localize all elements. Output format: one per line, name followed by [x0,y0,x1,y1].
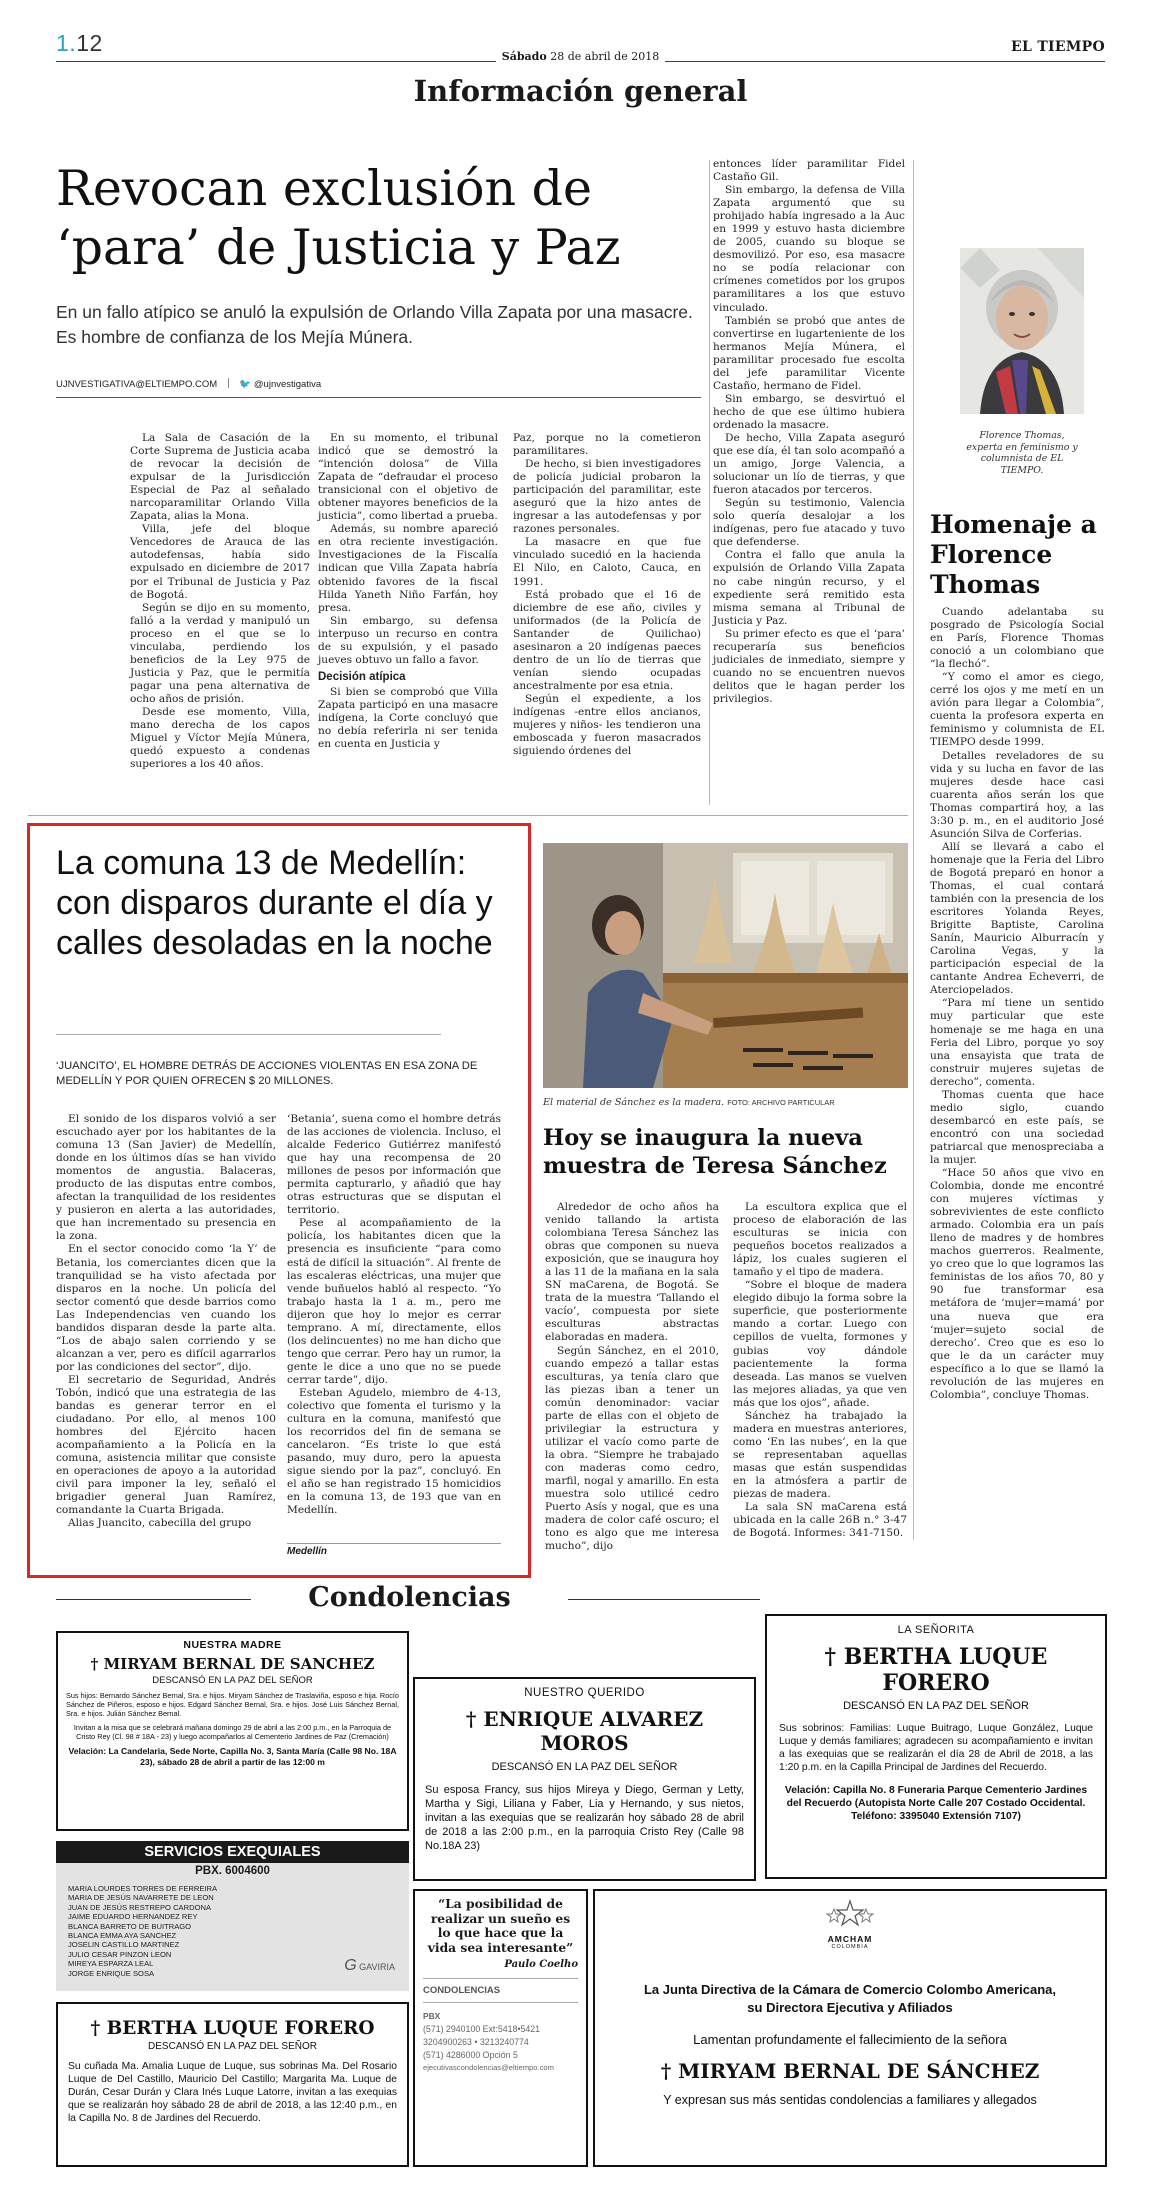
notice-body2: Invitan a la misa que se celebrará mañana domingo 29 de abril a las 2:00 p.m., en la Parroquia de Cristo Rey (Cl. 98 # 18A - 23) y luego acompañarlos al Cementerio Jardines de Paz (Cremación) [73,1723,392,1741]
notice-enrique-alvarez [413,1677,756,1881]
paragraph: Su primer efecto es que el ‘para’ recuperaría sus beneficios judiciales de inmediato, siempre y cuando no se encuentren nuevos delitos que le hagan perder los privilegios. [713,627,905,705]
notice-amcham [593,1889,1107,2167]
quote-author: Paulo Coelho [504,1959,578,1970]
byline [56,378,321,390]
paragraph: El sonido de los disparos volvió a ser escuchado ayer por los habitantes de la comuna 13 (San Javier) de Medellín, donde en los últimos días se han vivido momentos de angustia. Balaceras, producto de las disputas entre combos, afectan la tranquilidad de los residentes y pusieron en alerta a las autoridades, que han incrementado su presencia en la zona. [56,1113,276,1243]
notice-name: † MIRYAM BERNAL DE SANCHEZ [90,1655,375,1673]
list-item: BLANCA EMMA AYA SANCHEZ [68,1931,177,1941]
notice-bertha-luque-2 [56,2002,409,2167]
phone-line: (571) 2940100 Ext:5418•5421 [423,2024,541,2034]
florence-photo [960,248,1084,414]
sanchez-col2 [733,1201,907,1540]
amcham-logo [609,1899,1091,1959]
list-item: JUAN DE JESÚS RESTREPO CARDONA [68,1902,212,1912]
caption-text: El material de Sánchez es la madera. [543,1097,725,1108]
cond-rule-right [568,1599,760,1600]
brand-logo: EL TIEMPO [1011,39,1105,55]
florence-photo-caption: Florence Thomas, experta en feminismo y columnista de EL TIEMPO. [966,430,1078,476]
sculptor-illustration [543,843,908,1088]
paragraph: “Sobre el bloque de madera elegido dibujo la forma sobre la superficie, que posteriormente mando a cortar. Luego con cepillos de vuelta, formones y gubias voy dándole pacientemente la forma deseada. Las manos se vuelven las mejores aliadas, ya que ven más que los ojos”, añade. [733,1279,907,1409]
main-col2 [318,432,498,751]
notice-velacion: Velación: La Candelaria, Sede Norte, Capilla No. 3, Santa María (Calle 98 No. 18A 23), sábado 28 de abril a partir de las 12:00 m [68,1746,397,1767]
list-item: JULIO CESAR PINZON LEON [68,1949,172,1959]
paragraph: De hecho, si bien investigadores de policía judicial probaron la participación del paramilitar, este aseguró que la hizo antes de ingresar a las autodefensas y por razones personales. [513,458,701,536]
gaviria-logo [344,1957,395,1975]
paragraph: Alias Juancito, cabecilla del grupo [68,1517,252,1530]
comuna-col1 [56,1113,276,1531]
amcham-line4: Y expresan sus más sentidas condolencias a familiares y allegados [663,2093,1037,2107]
paragraph: “Para mí tiene un sentido muy particular que este homenaje se me haga en una Feria del Libro, porque yo soy una ensayista que trata de construir mujeres sujetas de derecho”, comenta. [930,997,1104,1088]
notice-sub: DESCANSÓ EN LA PAZ DEL SEÑOR [148,2041,317,2052]
list-item: JOSELIN CASTILLO MARTINEZ [68,1940,180,1950]
column-divider [709,160,710,805]
florence-portrait [960,248,1084,414]
notice-label: NUESTRO QUERIDO [524,1687,645,1699]
condolencias-title: Condolencias [308,1582,511,1613]
main-col3 [513,432,701,758]
pbx-label: PBX [423,2011,441,2021]
servicios-title: SERVICIOS EXEQUIALES [56,1841,409,1863]
date-rest: 28 de abril de 2018 [550,50,660,63]
paragraph: La sala SN maCarena está ubicada en la calle 26B n.° 3-47 de Bogotá. Informes: 341-7150. [733,1501,907,1540]
twitter-icon: 🐦 [239,379,252,390]
paragraph: Sin embargo, la defensa de Villa Zapata argumentó que su prohijado había ingresado a la Auc en 1999 y estuvo hasta diciembre de 2005, cuando su bloque se desmovilizó. Por eso, esa masacre no se podía relacionar con crímenes cometidos por los grupos paramilitares a los que estuvo vinculado. [713,184,905,314]
paragraph: Villa, jefe del bloque Vencedores de Arauca de las autodefensas, había sido expulsado en diciembre de 2017 por el Tribunal de Justicia y Paz de Bogotá. [130,523,310,601]
paragraph: Desde ese momento, Villa, mano derecha de los capos Miguel y Víctor Mejía Múnera, quedó expuesto a condenas superiores a los 40 años. [130,705,310,771]
paragraph: El secretario de Seguridad, Andrés Tobón, indicó que una estrategia de las bandas es generar terror en el ciudadano. Por ello, al menos 100 hombres del Ejército hacen acompañamiento a la Policía en la comuna, asistencia militar que consiste en operaciones de apoyo a la autoridad civil para imponer la ley, señaló el brigadier general Juan Ramírez, comandante la Cuarta Brigada. [56,1373,276,1517]
list-item: MARIA LOURDES TORRES DE FERREIRA [68,1884,218,1893]
page-number-value: 12 [76,30,103,56]
notice-sub: DESCANSÓ EN LA PAZ DEL SEÑOR [152,1675,313,1686]
main-deck: En un fallo atípico se anuló la expulsión de Orlando Villa Zapata por una masacre. Es hombre de confianza de los Mejía Múnera. [56,302,693,347]
sidebar-headline: Homenaje a Florence Thomas [930,510,1097,599]
list-item: MARIA DE JESÚS NAVARRETE DE LEON [68,1893,214,1903]
notice-bertha-luque [765,1614,1107,1879]
main-col1 [130,432,310,771]
quote-box [413,1889,588,2167]
paragraph: Paz, porque no la cometieron paramilitares. [513,432,701,458]
main-headline-line2: ‘para’ de Justicia y Paz [56,219,621,276]
paragraph: entonces líder paramilitar Fidel Castaño Gil. [713,158,905,184]
servicios-exequiales [56,1841,409,1991]
paragraph: Está probado que el 16 de diciembre de ese año, civiles y uniformados (de la Policía de Santander de Quilichao) asesinaron a 20 indígenas paeces dentro de un lío de tierras que venían siendo ocupadas ancestralmente por esa etnia. [513,588,701,692]
paragraph: Según el expediente, a los indígenas -entre ellos ancianos, mujeres y niños- les tendieron una emboscada y fueron masacrados siguiendo órdenes del [513,692,701,758]
paragraph: Esteban Agudelo, miembro de 4-13, colectivo que fomenta el turismo y la cultura en la comuna, manifestó que los recorridos del fin de semana se cancelaron. “Es triste lo que está pasando, muy duro, pero la apuesta sigue siendo por la paz”, concluyó. En el año se han registrado 15 homicidios en la comuna 13, de 193 que van en Medellín. [287,1386,501,1517]
gaviria-logo-text: GAVIRIA [359,1962,395,1972]
byline-rule [56,397,701,398]
comuna-headline: La comuna 13 de Medellín: con disparos durante el día y calles desoladas en la noche [56,844,493,962]
paragraph: Contra el fallo que anula la expulsión de Orlando Villa Zapata no cabe ningún recurso, y el expediente será remitido esta misma semana al Tribunal de Justicia y Paz. [713,549,905,627]
paragraph: Detalles reveladores de su vida y su lucha en favor de las mujeres desde hace casi cuarenta años serán los que Thomas compartirá hoy, a las 3:30 p. m., en el auditorio José Asunción Silva de Corferias. [930,749,1104,840]
header-rule-right [665,61,1105,62]
notice-name: † BERTHA LUQUE FORERO [824,1644,1048,1696]
notice-miryam-bernal [56,1631,409,1831]
photo-credit: FOTO: ARCHIVO PARTICULAR [727,1098,835,1107]
paragraph: También se probó que antes de convertirse en lugarteniente de los hermanos Mejía Múnera, el paramilitar procesado fue escolta del jefe paramilitar Vicente Castaño, hermano de Fidel. [713,314,905,392]
main-headline-line1: Revocan exclusión de [56,160,592,217]
notice-body: Sus hijos: Bernardo Sánchez Bernal, Sra. e hijos. Miryam Sánchez de Traslaviña, esposo e hija. Rocío Sánchez de Piñeros, esposo e hijos. Edgard Sánchez Bernal, Sra. e hijos. José Luis Sánchez Bernal, Sra. e hijos. Julián Sánchez Bernal. [66,1691,399,1718]
sidebar-divider [913,160,914,1540]
gaviria-g-icon: G [344,1957,357,1974]
notice-sub: DESCANSÓ EN LA PAZ DEL SEÑOR [843,1700,1029,1712]
list-item: JAIME EDUARDO HERNANDEZ REY [68,1912,198,1922]
paragraph: La masacre en que fue vinculado sucedió en la hacienda El Nilo, en Caloto, Cauca, en 1991. [513,536,701,588]
paragraph: Allí se llevará a cabo el homenaje que la Feria del Libro de Bogotá preparó en honor a Thomas, el cual contará también con la presencia de los escritores Yolanda Reyes, Brigitte Baptiste, Carolina Sanín, Mauricio Alburracín y Carolina Vegas, y la participación especial de la cantante Andrea Echeverri, de Aterciopelados. [930,840,1104,997]
paragraph: Thomas cuenta que hace medio siglo, cuando desembarcó en este país, se encontró con una sociedad patriarcal que menospreciaba a la mujer. [930,1088,1104,1166]
date-weekday: Sábado [501,50,547,63]
comuna-rule [56,1034,441,1035]
paragraph: Sánchez ha trabajado la madera en muestras anteriores, como ‘En las nubes’, en la que se representaban aquellas masas que están suspendidas en la atmósfera a partir de piezas de madera. [733,1409,907,1501]
cond-rule-left [56,1599,251,1600]
sidebar-body [930,606,1104,1402]
paragraph: Además, su nombre apareció en otra reciente investigación. Investigaciones de la Fiscalía indican que Villa Zapata habría obtenido favores de la fiscal Hilda Yaneth Niño Farfán, hoy presa. [318,523,498,614]
paragraph: “Y como el amor es ciego, cerré los ojos y me metí en un avión para llegar a Colombia”, cuenta la profesora experta en feminismo y columnista de EL TIEMPO desde 1999. [930,671,1104,749]
servicios-pbx: PBX. 6004600 [195,1865,270,1877]
notice-velacion: Velación: Capilla No. 8 Funeraria Parque Cementerio Jardines del Recuerdo (Autopista Norte Calle 207 Costado Occidental. Teléfono: 3395040 Extensión 7107) [784,1785,1088,1822]
paragraph: Sin embargo, su defensa interpuso un recurso en contra de su expulsión, y el pasado jueves obtuvo un fallo a favor. [318,614,498,666]
contact-label: CONDOLENCIAS [423,1985,501,1996]
amcham-logo-sub: COLOMBIA [831,1944,869,1950]
paragraph: Según Sánchez, en el 2010, cuando empezó a tallar estas esculturas, ya tenía claro que las piezas iban a tener un común denominador: vaciar parte de ellas con el objeto de privilegiar la estructura y utilizar el vacío como parte de la obra. “Siempre he trabajado con maderas como cedro, marfil, nogal y amarillo. En esta muestra solo utilicé cedro Puerto Asís y nogal, que es una madera de color café oscuro; el tono es algo que me interesa mucho”, dijo [545,1344,719,1553]
coelho-quote: “La posibilidad de realizar un sueño es lo que hace que la vida sea interesante” [427,1896,574,1955]
paragraph: Según se dijo en su momento, falló a la verdad y manipuló un proceso en el que se lo vinculaba, perdiendo los beneficios de la Ley 975 de Justicia y Paz, que le permitía pagar una pena alternativa de ocho años de prisión. [130,601,310,705]
servicios-list [68,1884,217,1978]
notice-name: † ENRIQUE ALVAREZ MOROS [465,1707,704,1755]
notice-sub: DESCANSÓ EN LA PAZ DEL SEÑOR [491,1761,678,1773]
amcham-name: † MIRYAM BERNAL DE SÁNCHEZ [660,2059,1040,2083]
main-col4 [713,158,905,706]
notice-body: Su esposa Francy, sus hijos Mireya y Diego, German y Letty, Martha y Sigi, Liliana y Faber, Lia y Hernando, y sus nietos, invitan a las exequias que se realizarán hoy sábado 28 de abril de 2018 a las 2:00 p.m., en la parroquia Cristo Rey (Calle 98 No.18A 23) [425,1784,744,1852]
phone-line: (571) 4286000 Opción 5 [423,2050,518,2060]
page-number-prefix: 1. [56,30,77,56]
amcham-line2: su Directora Ejecutiva y Afiliados [747,2000,953,2015]
sanchez-photo-caption [543,1097,908,1108]
notice-body: Su cuñada Ma. Amalia Luque de Luque, sus sobrinas Ma. Del Rosario Luque de Del Castillo, Mauricio Del Castillo; Margarita Ma. Luque de Durán, Cesar Durán y Clara Inés Luque Latorre, invitan a las exequias que se realizarán hoy sábado 28 de abril de 2018, a las 12:40 p.m., en la Capilla No. 8 de Jardines del Recuerdo. [68,2061,397,2124]
amcham-logo-text: AMCHAM [827,1934,873,1944]
amcham-line3: Lamentan profundamente el fallecimiento de la señora [693,2032,1007,2047]
notice-name: † BERTHA LUQUE FORERO [90,2018,375,2039]
paragraph: Alrededor de ocho años ha venido tallando la artista colombiana Teresa Sánchez las obras que componen su nueva exposición, que se inaugura hoy a las 11 de la mañana en la sala SN maCarena, de Bogotá. Se trata de la muestra ‘Tallando el vacío’, compuesta por siete esculturas abstractas elaboradas en madera. [545,1201,719,1344]
paragraph: ‘Betania’, suena como el hombre detrás de las acciones de violencia. Incluso, el alcalde Federico Gutiérrez manifestó que hay una recompensa de 20 millones de pesos por información que permita capturarlo, y añadió que hay otras estructuras que se disputan el territorio. [287,1113,501,1217]
notice-label: NUESTRA MADRE [183,1639,282,1651]
paragraph: De hecho, Villa Zapata aseguró que ese día, él tan solo acompañó a un amigo, Jorge Valencia, a solucionar un lío de tierras, y que fueron atacados por terceros. [713,431,905,497]
paragraph: En el sector conocido como ‘la Y’ de Betania, los comerciantes dicen que la tranquilidad se ha visto afectada por disparos en la noche. Un policía del sector comentó que desde barrios como Las Independencias ven cuando los bandidos disparan desde la parte alta. “Los de abajo salen corriendo y se alcanzan a ver, pero es difícil agarrarlos por las condiciones del sector”, dijo. [56,1243,276,1373]
paragraph: Si bien se comprobó que Villa Zapata participó en una masacre indígena, la Corte concluyó que no debía referirla ni ser tenida en cuenta en Justicia y [318,685,498,751]
header-rule-left [56,61,496,62]
contact-email[interactable]: ejecutivascondolencias@eltiempo.com [423,2063,554,2072]
paragraph: “Hace 50 años que vivo en Colombia, donde me encontré con mujeres víctimas y sobrevivientes de este conflicto armado. Colombia era un país lleno de madres y de hombres machos guerreros. Realmente, yo creo que lo que logramos las feministas de los años 70, 80 y 90 fue transformar esa metáfora de ‘mujer=mamá’ por una nueva que era ‘mujer=sujeto social de derecho’. Creo que es eso lo que le da un carácter muy específico a lo que se llamó la revolución de las mujeres en Colombia”, concluye Thomas. [930,1167,1104,1401]
sanchez-col1 [545,1201,719,1553]
byline-handle[interactable]: @ujnvestigativa [253,379,322,390]
amcham-star-icon [820,1899,880,1931]
paragraph: Pese al acompañamiento de la policía, los habitantes dicen que la presencia es insuficiente “para como está de difícil la situación”. Al frente de las escaleras eléctricas, una mujer que vende buñuelos habló al respecto. “Yo trabajo hasta la 1 a. m., pero me dijeron que hoy lo mejor es cerrar temprano. A mí, directamente, ellos (los delincuentes) no me han dicho que tengo que cerrar. Pero hay un rumor, la gente le dice a uno que no se puede cerrar tarde”, dijo. [287,1217,501,1386]
paragraph: En su momento, el tribunal indicó que se demostró la “intención dolosa” de Villa Zapata de “defraudar el proceso transicional con el objetivo de obtener mayores beneficios de la justicia”, como libertad a prueba. [318,432,498,523]
notice-body: Sus sobrinos: Familias: Luque Buitrago, Luque González, Luque Luque y demás familiares; agradecen su acompañamiento e invitan a las exequias que se realizarán el día 28 de Abril de 2018, a las 1:20 p.m. en la Capilla Principal de Jardines del Recuerdo. [779,1723,1093,1773]
paragraph: Cuando adelantaba su posgrado de Psicología Social en París, Florence Thomas conoció a un colombiano que “la flechó”. [930,606,1104,671]
byline-email[interactable]: UJNVESTIGATIVA@ELTIEMPO.COM [56,379,218,390]
comuna-dateline: Medellín [287,1546,328,1557]
sanchez-photo [543,843,908,1088]
list-item: MIREYA ESPARZA LEAL [68,1959,154,1969]
paragraph: Sin embargo, se desvirtuó el hecho de que ese último hubiera ordenado la masacre. [713,392,905,431]
sanchez-headline: Hoy se inaugura la nueva muestra de Teresa Sánchez [543,1125,887,1179]
phone-line: 3204900263 • 3213240774 [423,2037,529,2047]
list-item: JORGE ENRIQUE SOSA [68,1968,155,1978]
list-item: BLANCA BARRETO DE BUITRAGO [68,1921,192,1931]
dateline-rule [287,1543,501,1544]
amcham-line1: La Junta Directiva de la Cámara de Comercio Colombo Americana, [643,1982,1057,1997]
paragraph: La escultora explica que el proceso de elaboración de las esculturas se inicia con pequeños bocetos realizados a lápiz, los cuales sugieren el tamaño y el tipo de madera. [733,1201,907,1279]
section-rule [28,815,908,816]
paragraph: Según su testimonio, Valencia solo quería desalojar a los indígenas, pero fue atacado y tuvo que defenderse. [713,497,905,549]
notice-label: LA SEÑORITA [897,1624,975,1636]
section-title: Información general [413,74,748,108]
comuna-col2 [287,1113,501,1517]
subhead: Decisión atípica [318,670,406,683]
comuna-subhead: ‘JUANCITO’, EL HOMBRE DETRÁS DE ACCIONES VIOLENTAS EN ESA ZONA DE MEDELLÍN Y POR QUIEN OFRECEN $ 20 MILLONES. [56,1060,478,1087]
paragraph: La Sala de Casación de la Corte Suprema de Justicia acaba de revocar la decisión de expulsar de la Jurisdicción Especial de Paz al señalado narcoparamilitar Orlando Villa Zapata, alias la Mona. [130,432,310,523]
main-headline [56,159,621,277]
